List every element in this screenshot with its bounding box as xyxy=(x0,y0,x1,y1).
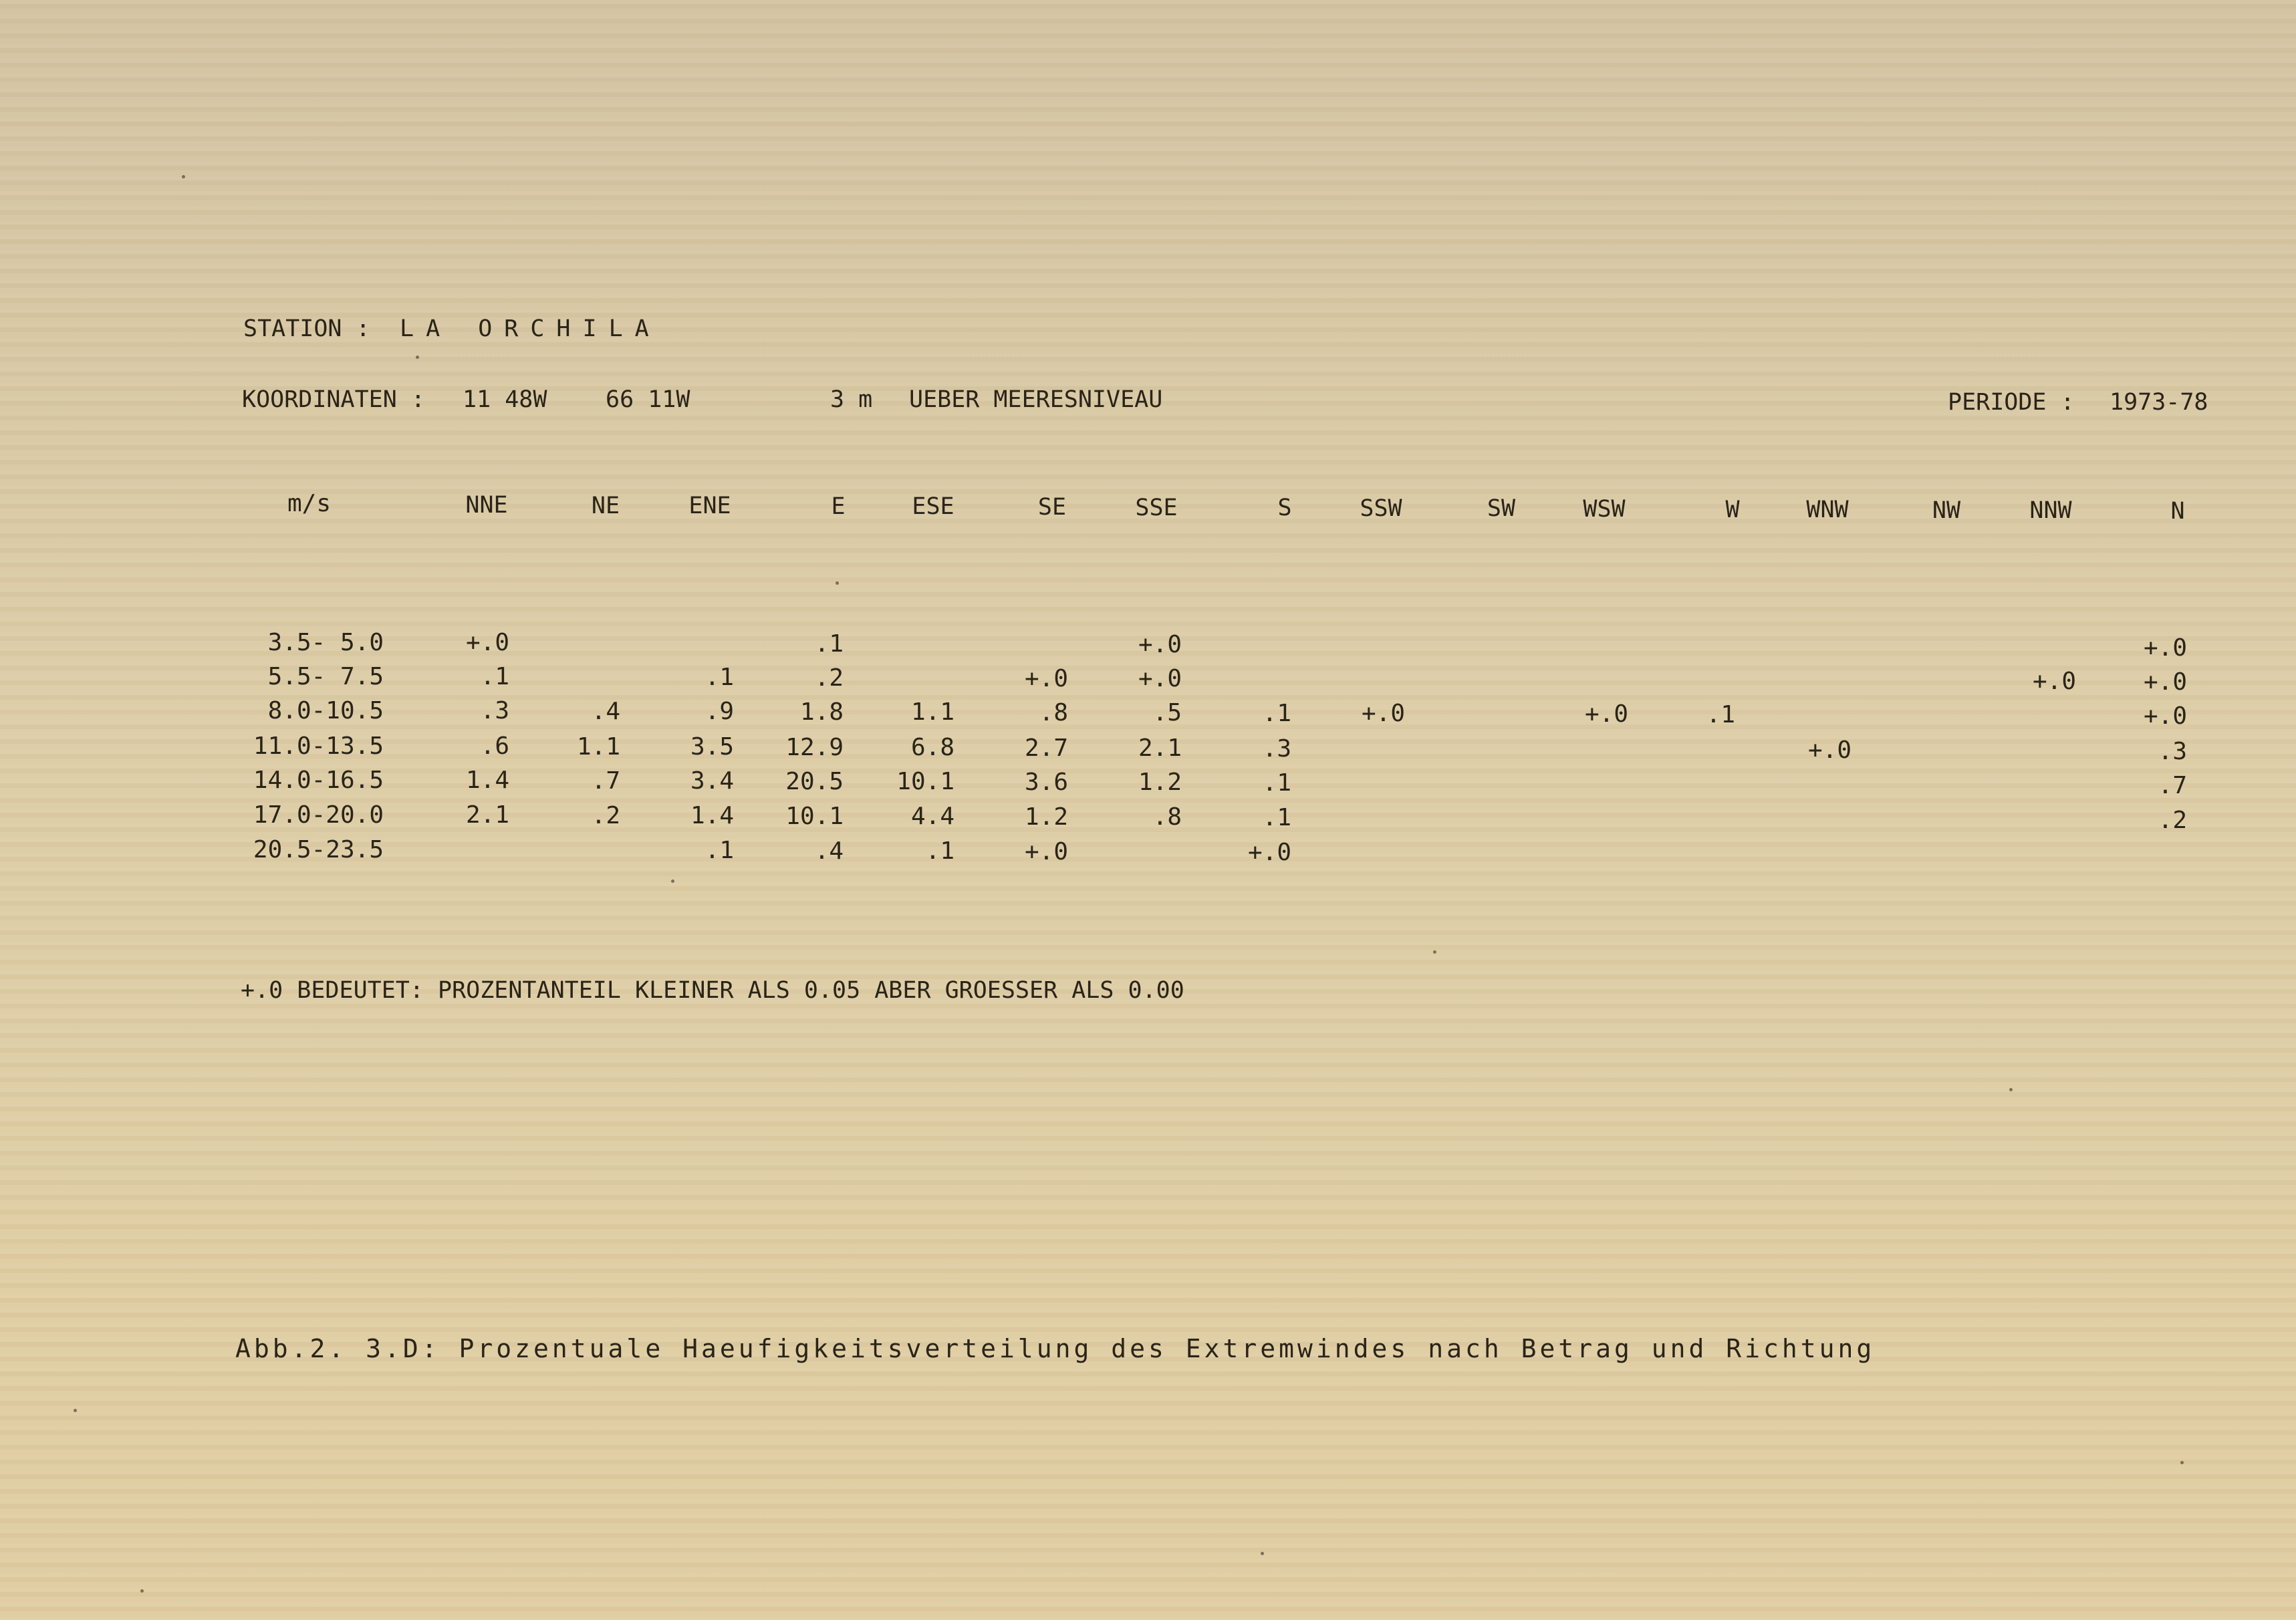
table-cell: .3 xyxy=(480,697,509,724)
table-cell: 1.4 xyxy=(465,767,509,794)
table-cell: 1.2 xyxy=(1024,803,1068,831)
row-range-label: 20.5-23.5 xyxy=(253,836,384,863)
table-cell: 1.1 xyxy=(910,698,954,726)
direction-header-s: S xyxy=(1277,495,1292,521)
table-cell: .3 xyxy=(1262,735,1291,763)
table-cell: .2 xyxy=(591,802,620,829)
table-cell: .1 xyxy=(1706,701,1735,728)
table-cell: +.0 xyxy=(1138,665,1182,692)
row-range-label: 5.5- 7.5 xyxy=(267,663,384,690)
station-name: LA ORCHILA xyxy=(400,315,661,342)
direction-header-nnw: NNW xyxy=(2029,497,2072,524)
footnote: +.0 BEDEUTET: PROZENTANTEIL KLEINER ALS 0.05 ABER GROESSER ALS 0.00 xyxy=(241,977,1184,1004)
table-cell: +.0 xyxy=(2143,668,2187,696)
table-cell: .7 xyxy=(2158,772,2187,799)
table-cell: .2 xyxy=(814,664,844,692)
direction-header-wsw: WSW xyxy=(1583,496,1626,523)
table-cell: .1 xyxy=(1262,769,1291,797)
table-cell: .4 xyxy=(814,837,844,865)
coordinates-latitude: 11 48W xyxy=(463,386,547,413)
table-cell: .1 xyxy=(480,663,509,690)
table-cell: .6 xyxy=(480,732,509,760)
figure-caption: Abb.2. 3.D: Prozentuale Haeufigkeitsverteilung des Extremwindes nach Betrag und Richtung xyxy=(235,1334,1876,1363)
table-cell: +.0 xyxy=(1361,700,1405,727)
row-range-label: 3.5- 5.0 xyxy=(267,629,384,656)
altitude-value: 3 m xyxy=(830,386,873,413)
table-cell: .8 xyxy=(1039,699,1068,726)
table-cell: .5 xyxy=(1152,699,1182,726)
direction-header-ene: ENE xyxy=(688,493,731,519)
table-cell: .3 xyxy=(2158,738,2187,765)
table-cell: .1 xyxy=(705,837,734,864)
direction-header-sse: SSE xyxy=(1135,495,1178,521)
table-cell: .2 xyxy=(2158,807,2187,834)
table-cell: .8 xyxy=(1152,803,1182,831)
table-cell: +.0 xyxy=(2032,668,2076,695)
direction-header-ssw: SSW xyxy=(1360,495,1402,522)
row-range-label: 14.0-16.5 xyxy=(253,767,384,794)
table-cell: 10.1 xyxy=(896,768,954,795)
row-range-label: 8.0-10.5 xyxy=(267,697,384,724)
table-cell: .1 xyxy=(925,837,954,865)
table-cell: 1.2 xyxy=(1138,769,1182,796)
table-cell: 3.6 xyxy=(1024,769,1068,796)
table-cell: .1 xyxy=(1262,804,1291,831)
direction-header-w: W xyxy=(1725,497,1740,523)
table-cell: .9 xyxy=(705,698,734,725)
direction-header-wnw: WNW xyxy=(1806,497,1849,523)
direction-header-e: E xyxy=(831,493,846,520)
table-cell: 1.1 xyxy=(576,733,620,761)
table-cell: +.0 xyxy=(1024,838,1068,865)
row-range-label: 11.0-13.5 xyxy=(253,732,384,760)
direction-header-se: SE xyxy=(1037,494,1067,521)
coordinates-label: KOORDINATEN : xyxy=(242,386,425,413)
period-value: 1973-78 xyxy=(2110,389,2208,416)
table-cell: .1 xyxy=(705,664,734,691)
direction-header-ne: NE xyxy=(591,493,620,519)
table-cell: 1.8 xyxy=(799,698,844,726)
table-cell: 12.9 xyxy=(785,734,844,761)
table-cell: .1 xyxy=(1262,700,1291,727)
direction-header-nw: NW xyxy=(1932,497,1961,524)
direction-header-ese: ESE xyxy=(912,493,954,520)
table-cell: +.0 xyxy=(1024,665,1068,692)
table-cell: +.0 xyxy=(1247,839,1291,866)
table-cell: +.0 xyxy=(2143,702,2187,730)
table-cell: 3.4 xyxy=(690,767,734,795)
table-cell: +.0 xyxy=(1138,631,1182,658)
table-cell: 4.4 xyxy=(910,803,954,830)
row-range-label: 17.0-20.0 xyxy=(253,801,384,829)
table-cell: 2.7 xyxy=(1024,734,1068,762)
table-cell: 6.8 xyxy=(910,734,954,761)
coordinates-longitude: 66 11W xyxy=(606,386,690,413)
table-cell: 2.1 xyxy=(1138,734,1182,762)
table-cell: .4 xyxy=(591,698,620,725)
station-label: STATION : xyxy=(243,315,370,342)
direction-header-n: N xyxy=(2170,498,2185,525)
table-cell: 2.1 xyxy=(465,801,509,829)
table-cell: +.0 xyxy=(465,629,509,656)
table-cell: 10.1 xyxy=(785,803,844,830)
table-cell: +.0 xyxy=(2143,634,2187,662)
direction-header-sw: SW xyxy=(1487,495,1516,522)
table-cell: .1 xyxy=(814,630,844,658)
table-cell: 1.4 xyxy=(690,802,734,829)
altitude-label: UEBER MEERESNIVEAU xyxy=(909,386,1163,413)
table-cell: +.0 xyxy=(1584,700,1628,728)
direction-header-nne: NNE xyxy=(465,492,508,519)
table-cell: +.0 xyxy=(1807,736,1852,764)
table-cell: 20.5 xyxy=(785,768,844,795)
unit-header: m/s xyxy=(287,490,332,517)
table-cell: 3.5 xyxy=(690,733,734,761)
period-label: PERIODE : xyxy=(1948,389,2075,416)
table-cell: .7 xyxy=(591,767,620,795)
